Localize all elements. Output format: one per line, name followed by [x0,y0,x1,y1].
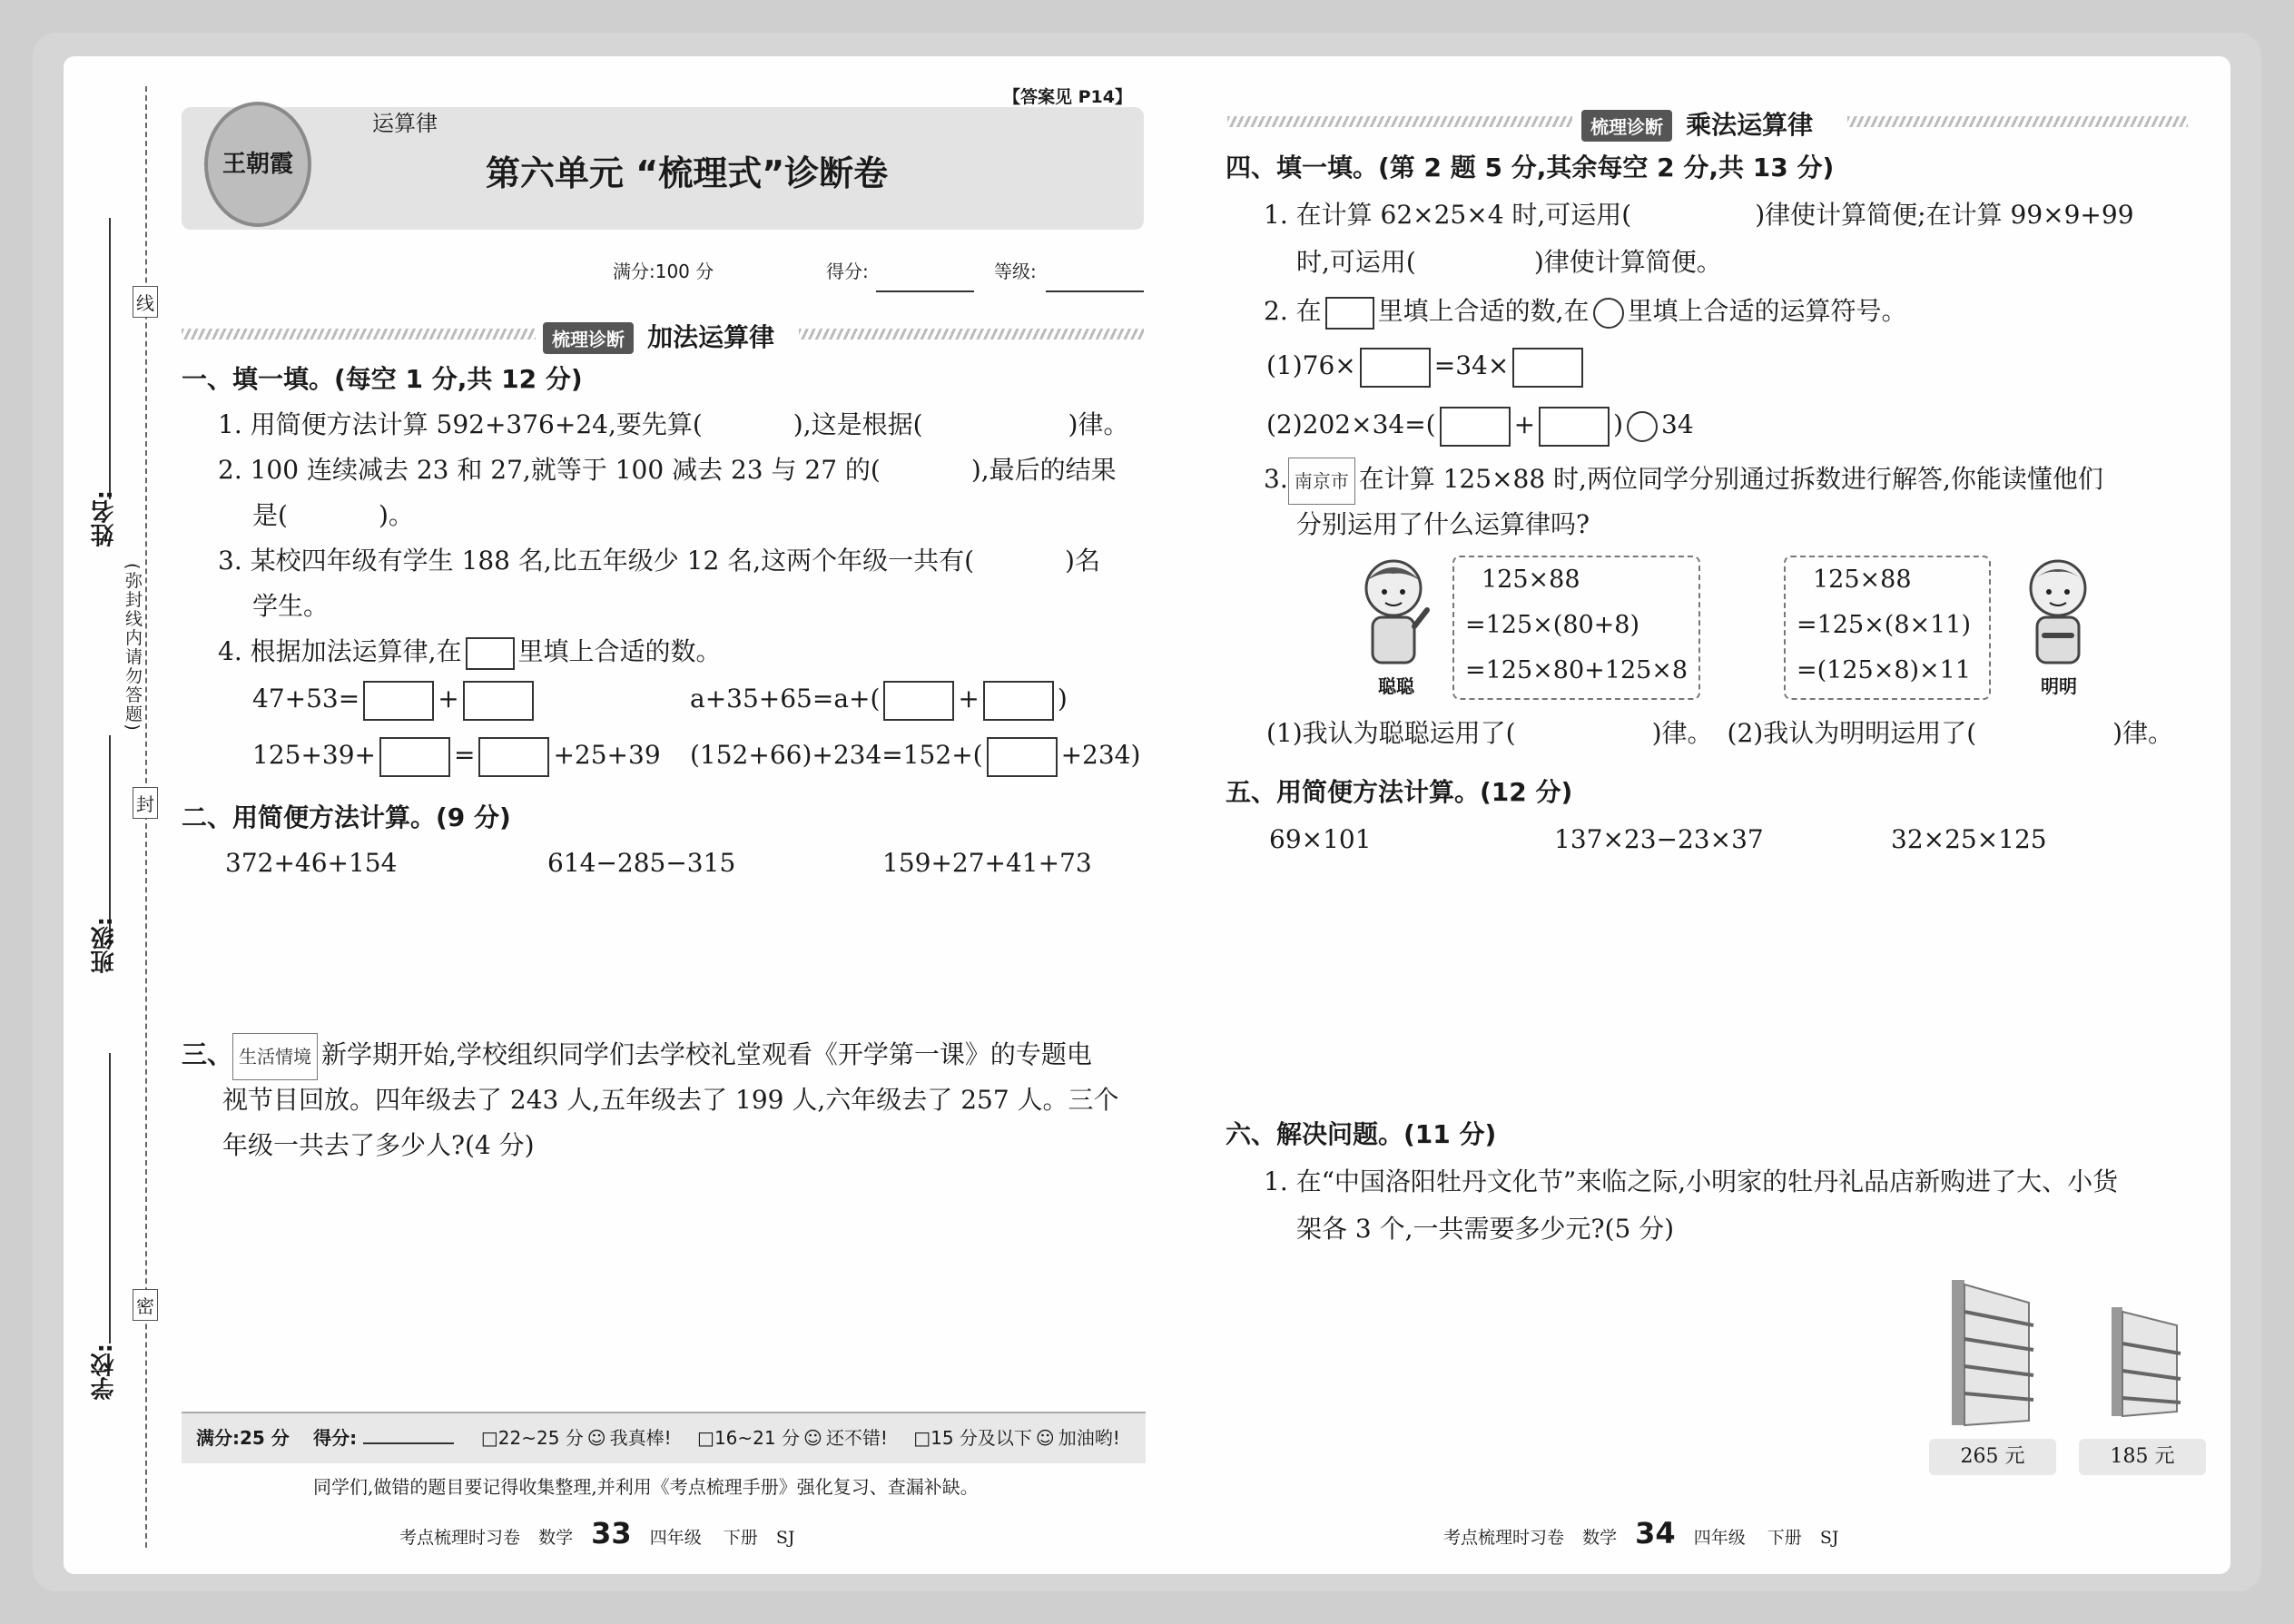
q5-problem-1: 69×101 [1269,824,1372,854]
answer-box[interactable] [363,681,434,721]
q1-item4: 4. 根据加法运算律,在 里填上合适的数。 [218,629,722,674]
q3-line2: 视节目回放。四年级去了 243 人,五年级去了 199 人,六年级去了 257 人。三个 [222,1085,1119,1115]
school-label: 学校: [91,1343,118,1401]
q1-title: 一、填一填。(每空 1 分,共 12 分) [182,364,583,394]
answer-box[interactable] [983,681,1054,721]
footer-note: 同学们,做错的题目要记得收集整理,并利用《考点梳理手册》强化复习、查漏补缺。 [313,1476,979,1498]
q1-eq2: a+35+65=a+( + ) [690,676,1068,722]
name-label: 姓名: [91,490,118,547]
left-page-footer: 考点梳理时习卷 数学 33 四年级 下册 SJ [399,1516,795,1550]
series-label: 运算律 [372,111,438,136]
calc-box-b: 125×88 =125×(8×11) =(125×8)×11 [1784,556,1991,700]
small-shelf-icon [2104,1303,2186,1421]
large-shelf-price: 265 元 [1929,1439,2056,1475]
q4-line2: 时,可运用( )律使计算简便。 [1296,247,1722,277]
answer-box[interactable] [987,737,1058,777]
class-line [109,735,111,944]
section-b-tag: 梳理诊断 [1581,110,1672,142]
right-page-footer: 考点梳理时习卷 数学 34 四年级 下册 SJ [1443,1516,1839,1550]
answer-box[interactable] [1325,297,1374,330]
circle-symbol [1593,298,1624,329]
q2-title: 二、用简便方法计算。(9 分) [182,802,511,832]
student-boy-icon [2017,554,2099,672]
smile-icon: ☺ [586,1427,606,1449]
q4-line7: 分别运用了什么运算律吗? [1296,509,1590,539]
q2-problem-3: 159+27+41+73 [882,848,1092,878]
q1-item2: 2. 100 连续减去 23 和 27,就等于 100 减去 23 与 27 的( ),最后的结果 [218,455,1117,485]
q6-line1: 1. 在“中国洛阳牡丹文化节”来临之际,小明家的牡丹礼品店新购进了大、小货 [1264,1166,2119,1196]
q4-line1: 1. 在计算 62×25×4 时,可运用( )律使计算简便;在计算 99×9+99 [1264,200,2134,230]
seal-char-line: 线 [133,286,158,318]
section-hatch-left [182,329,536,340]
q4-line8: (1)我认为聪聪运用了( )律。 (2)我认为明明运用了( )律。 [1266,718,2174,748]
section-a-tag: 梳理诊断 [543,322,634,354]
answer-box[interactable] [466,637,515,670]
page-title: 第六单元 “梳理式”诊断卷 [486,153,889,193]
calc-box-a: 125×88 =125×(80+8) =125×80+125×8 [1452,556,1700,700]
q2-problem-1: 372+46+154 [225,848,398,878]
answer-reference: 【答案见 P14】 [1003,87,1132,107]
q6-title: 六、解决问题。(11 分) [1226,1119,1497,1149]
seal-char-dense: 密 [133,1289,158,1321]
q4-line6: 3. 南京市 在计算 125×88 时,两位同学分别通过拆数进行解答,你能读懂他们 [1264,457,2103,505]
full-marks: 满分:100 分 [613,261,714,282]
operator-circle[interactable] [1627,411,1658,442]
q3-tag: 生活情境 [232,1033,318,1080]
score-field[interactable] [876,290,974,292]
answer-box[interactable] [883,681,954,721]
q5-problem-3: 32×25×125 [1891,824,2047,854]
q3-line3: 年级一共去了多少人?(4 分) [222,1130,535,1160]
smile-icon: ☺ [802,1427,822,1449]
student-a-name: 聪聪 [1378,675,1414,697]
q1-item3-cont: 学生。 [252,591,330,621]
answer-box[interactable] [1539,407,1610,447]
page-number: 34 [1635,1516,1676,1550]
class-label: 班级: [91,917,118,974]
section-b-header [1581,105,1813,142]
seal-char-seal: 封 [133,787,158,819]
section-b-title: 乘法运算律 [1686,110,1814,140]
q4-line4: (1)76× =34× [1266,343,1587,389]
school-line [109,1053,111,1343]
score-bar: 满分:25 分 得分: □22~25 分 ☺ 我真棒! □16~21 分 ☺ 还不错! □15 分及以下 ☺ 加油哟! [182,1412,1146,1463]
q1-item1: 1. 用简便方法计算 592+376+24,要先算( ),这是根据( )律。 [218,409,1129,439]
small-shelf-price: 185 元 [2079,1439,2206,1475]
student-b-name: 明明 [2041,675,2077,697]
smile-icon: ☺ [1035,1427,1055,1449]
section-hatch-left [1227,116,1572,127]
score-label: 得分: [826,261,869,282]
logo-text: 王朝霞 [222,151,293,178]
answer-box[interactable] [379,737,450,777]
answer-box[interactable] [1512,348,1583,388]
section-a-header [543,318,774,354]
q1-eq3: 125+39+ = +25+39 [252,733,661,778]
q2-problem-2: 614−285−315 [547,848,736,878]
q1-item2-cont: 是( )。 [252,500,414,530]
q4-line5: (2)202×34=( + ) 34 [1266,402,1694,448]
answer-box[interactable] [478,737,549,777]
grade-label: 等级: [994,261,1037,282]
answer-box[interactable] [463,681,534,721]
q1-eq4: (152+66)+234=152+( +234) [690,733,1140,778]
logo-badge [204,102,311,227]
section-hatch-right [1847,116,2188,127]
seal-note: (弥封线内请勿答题) [121,563,145,733]
q5-title: 五、用简便方法计算。(12 分) [1226,777,1573,807]
answer-box[interactable] [1360,348,1431,388]
q1-eq1: 47+53= + [252,676,537,722]
q3-line1: 三、 生活情境 新学期开始,学校组织同学们去学校礼堂观看《开学第一课》的专题电 [182,1032,1092,1080]
q4-region-tag: 南京市 [1288,458,1355,505]
section-a-title: 加法运算律 [647,322,775,352]
q1-item3: 3. 某校四年级有学生 188 名,比五年级少 12 名,这两个年级一共有( )名 [218,546,1100,576]
answer-box[interactable] [1440,407,1511,447]
q5-problem-2: 137×23−23×37 [1554,824,1764,854]
q4-line3: 2. 在 里填上合适的数,在 里填上合适的运算符号。 [1264,289,1907,334]
q6-line2: 架各 3 个,一共需要多少元?(5 分) [1296,1214,1675,1244]
section-hatch-right [799,329,1144,340]
grade-field[interactable] [1046,290,1144,292]
name-line [109,218,111,499]
student-boy-icon [1353,554,1434,672]
page-number: 33 [591,1516,632,1550]
large-shelf-icon [1943,1275,2043,1430]
q4-title: 四、填一填。(第 2 题 5 分,其余每空 2 分,共 13 分) [1226,153,1835,182]
